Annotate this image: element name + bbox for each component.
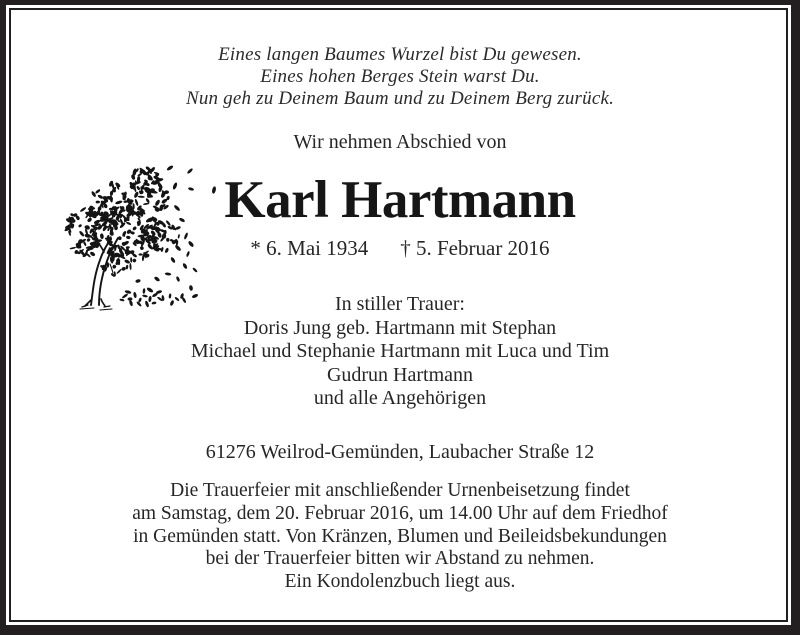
mourner-line: Michael und Stephanie Hartmann mit Luca und Tim <box>190 340 610 362</box>
mourning-header: In stiller Trauer: <box>335 293 465 315</box>
verse-line: Nun geh zu Deinem Baum und zu Deinem Berg zurück. <box>185 88 615 109</box>
funeral-line: in Gemünden statt. Von Kränzen, Blumen und Beileidsbekundungen <box>133 525 667 547</box>
funeral-line: am Samstag, dem 20. Februar 2016, um 14.00 Uhr auf dem Friedhof <box>132 502 668 524</box>
death-date: † 5. Februar 2016 <box>400 236 550 260</box>
mourner-line: Gudrun Hartmann <box>326 363 474 386</box>
address-line: 61276 Weilrod-Gemünden, Laubacher Straße 12 <box>205 441 595 463</box>
birth-date: * 6. Mai 1934 <box>250 236 369 260</box>
funeral-details <box>0 480 800 594</box>
mourning-block <box>0 293 800 411</box>
memorial-verse <box>0 44 800 110</box>
life-dates <box>0 234 800 262</box>
mourner-line: Doris Jung geb. Hartmann mit Stephan <box>243 316 557 339</box>
mourner-line: und alle Angehörigen <box>313 387 487 409</box>
deceased-name: Karl Hartmann <box>224 171 576 229</box>
funeral-line: Ein Kondolenzbuch liegt aus. <box>284 571 516 593</box>
farewell-intro: Wir nehmen Abschied von <box>293 131 507 153</box>
verse-line: Eines langen Baumes Wurzel bist Du gewesen. <box>218 44 582 65</box>
funeral-line: bei der Trauerfeier bitten wir Abstand zu nehmen. <box>205 548 595 570</box>
verse-line: Eines hohen Berges Stein warst Du. <box>260 66 540 87</box>
funeral-line: Die Trauerfeier mit anschließender Urnenbeisetzung findet <box>170 480 630 501</box>
